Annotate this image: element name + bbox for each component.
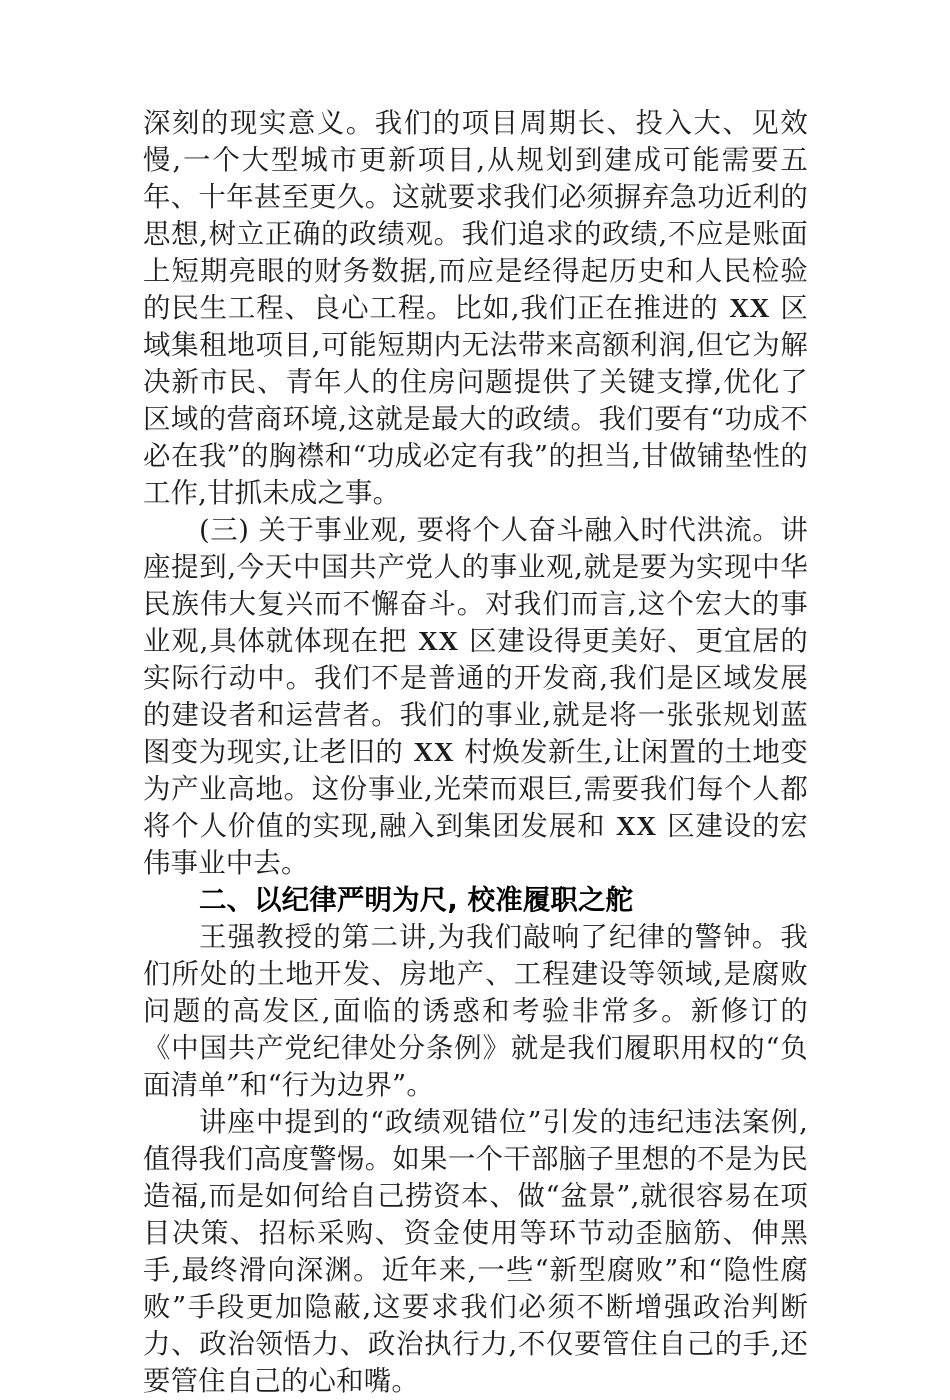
- paragraph-1: 深刻的现实意义。我们的项目周期长、投入大、见效慢,一个大型城市更新项目,从规划到建成可能需要五年、十年甚至更久。这就要求我们必须摒弃急功近利的思想,树立正确的政绩观。我们追求的政绩,不应是账面上短期亮眼的财务数据,而应是经得起历史和人民检验的民生工程、良心工程。比如,我们正在推进的 XX 区域集租地项目,可能短期内无法带来高额利润,但它为解决新市民、青年人的住房问题提供了关键支撑,优化了区域的营商环境,这就是最大的政绩。我们要有“功成不必在我”的胸襟和“功成必定有我”的担当,甘做铺垫性的工作,甘抓未成之事。: [143, 108, 808, 509]
- latin-run: XX: [616, 811, 657, 841]
- paragraph-2-career-outlook: (三) 关于事业观, 要将个人奋斗融入时代洪流。讲座提到,今天中国共产党人的事业观,就是要为实现中华民族伟大复兴而不懈奋斗。对我们而言,这个宏大的事业观,具体就体现在把 XX 区建设得更美好、更宜居的实际行动中。我们不是普通的开发商,我们是区域发展的建设者和运营者。我们的事业,就是将一张张规划蓝图变为现实,让老旧的 XX 村焕发新生,让闲置的土地变为产业高地。这份事业,光荣而艰巨,需要我们每个人都将个人价值的实现,融入到集团发展和 XX 区建设的宏伟事业中去。: [143, 515, 808, 879]
- paragraph-3-discipline: 王强教授的第二讲,为我们敲响了纪律的警钟。我们所处的土地开发、房地产、工程建设等领域,是腐败问题的高发区,面临的诱惑和考验非常多。新修订的《中国共产党纪律处分条例》就是我们履职用权的“负面清单”和“行为边界”。: [143, 922, 808, 1101]
- latin-run: XX: [417, 626, 459, 656]
- latin-run: XX: [729, 293, 770, 323]
- section-heading-2: 二、以纪律严明为尺, 校准履职之舵: [199, 885, 634, 916]
- paragraph-4-corruption-cases: 讲座中提到的“政绩观错位”引发的违纪违法案例,值得我们高度警惕。如果一个干部脑子里想的不是为民造福,而是如何给自己捞资本、做“盆景”,就很容易在项目决策、招标采购、资金使用等环节动歪脑筋、伸黑手,最终滑向深渊。近年来,一些“新型腐败”和“隐性腐败”手段更加隐蔽,这要求我们必须不断增强政治判断力、政治领悟力、政治执行力,不仅要管住自己的手,还要管住自己的心和嘴。: [143, 1107, 808, 1397]
- latin-run: XX: [413, 737, 455, 767]
- document-text-body: [143, 105, 808, 1400]
